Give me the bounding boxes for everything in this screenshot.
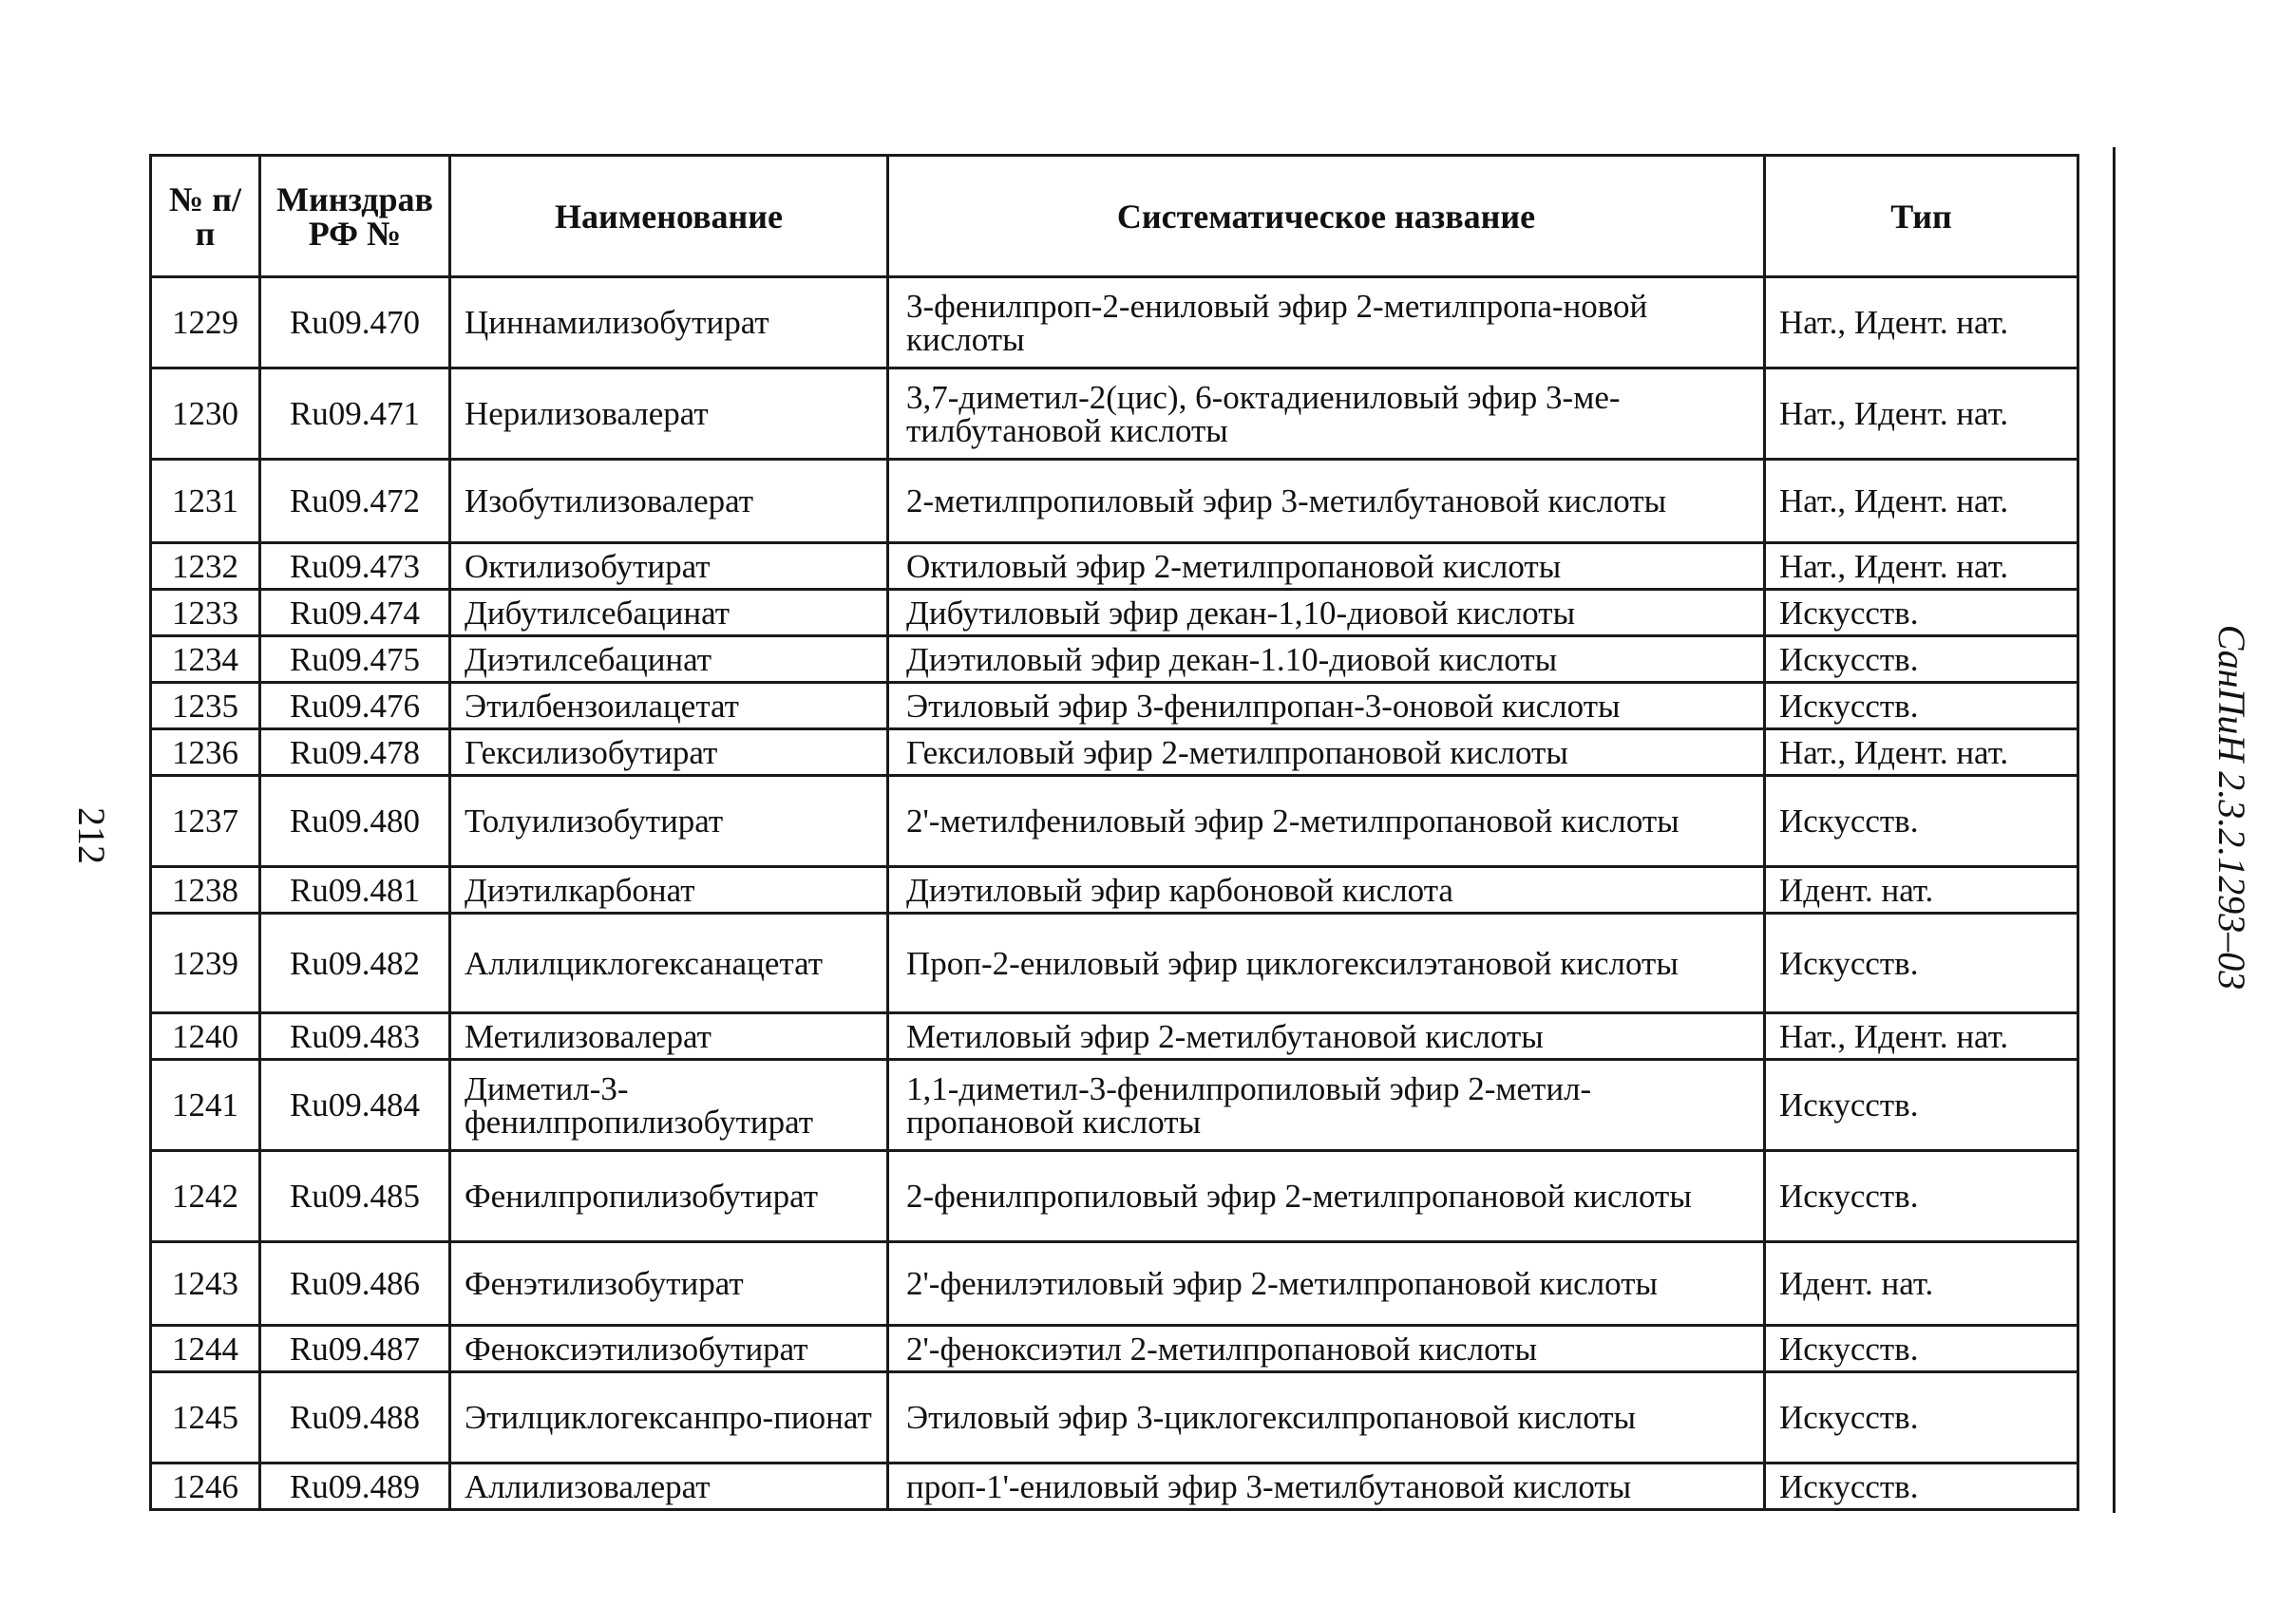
cell-num: 1231: [151, 460, 260, 543]
cell-name: Метилизовалерат: [450, 1013, 888, 1060]
cell-name: Нерилизовалерат: [450, 368, 888, 460]
cell-type: Искусств.: [1765, 683, 2078, 729]
cell-code: Ru09.475: [260, 636, 450, 683]
cell-code: Ru09.488: [260, 1372, 450, 1463]
cell-num: 1240: [151, 1013, 260, 1060]
table-row: [151, 683, 2078, 729]
table-row: [151, 1326, 2078, 1372]
table-row: [151, 729, 2078, 776]
cell-type: Искусств.: [1765, 590, 2078, 636]
cell-systematic: Этиловый эфир 3-фенилпропан-3-оновой кислоты: [888, 683, 1765, 729]
table-row: [151, 590, 2078, 636]
cell-name: Дибутилсебацинат: [450, 590, 888, 636]
page-number: 212: [70, 807, 113, 864]
cell-systematic: Проп-2-ениловый эфир циклогексилэтановой кислоты: [888, 914, 1765, 1013]
cell-name: Фенэтилизобутират: [450, 1242, 888, 1326]
cell-num: 1241: [151, 1060, 260, 1151]
cell-name: Циннамилизобутират: [450, 277, 888, 368]
cell-type: Искусств.: [1765, 636, 2078, 683]
cell-num: 1237: [151, 776, 260, 867]
cell-code: Ru09.489: [260, 1463, 450, 1510]
cell-num: 1242: [151, 1151, 260, 1242]
table-header-row: [151, 156, 2078, 277]
cell-num: 1236: [151, 729, 260, 776]
cell-num: 1233: [151, 590, 260, 636]
table-row: [151, 277, 2078, 368]
header-systematic: Систематическое название: [888, 156, 1765, 277]
header-type: Тип: [1765, 156, 2078, 277]
cell-systematic: 2'-метилфениловый эфир 2-метилпропановой кислоты: [888, 776, 1765, 867]
cell-name: Толуилизобутират: [450, 776, 888, 867]
cell-name: Изобутилизовалерат: [450, 460, 888, 543]
table-row: [151, 1463, 2078, 1510]
header-name: Наименование: [450, 156, 888, 277]
cell-type: Искусств.: [1765, 1372, 2078, 1463]
cell-code: Ru09.483: [260, 1013, 450, 1060]
cell-num: 1245: [151, 1372, 260, 1463]
cell-code: Ru09.470: [260, 277, 450, 368]
cell-num: 1239: [151, 914, 260, 1013]
cell-systematic: 3,7-диметил-2(цис), 6-октадиениловый эфир 3-ме-тилбутановой кислоты: [888, 368, 1765, 460]
cell-type: Нат., Идент. нат.: [1765, 368, 2078, 460]
cell-code: Ru09.471: [260, 368, 450, 460]
cell-systematic: 2'-феноксиэтил 2-метилпропановой кислоты: [888, 1326, 1765, 1372]
cell-code: Ru09.486: [260, 1242, 450, 1326]
cell-num: 1229: [151, 277, 260, 368]
cell-code: Ru09.478: [260, 729, 450, 776]
table-row: [151, 1060, 2078, 1151]
cell-type: Искусств.: [1765, 776, 2078, 867]
cell-code: Ru09.474: [260, 590, 450, 636]
table-row: [151, 1372, 2078, 1463]
right-border-rule: [2113, 147, 2116, 1513]
cell-systematic: 2-фенилпропиловый эфир 2-метилпропановой кислоты: [888, 1151, 1765, 1242]
substances-table: [149, 154, 2079, 1511]
cell-name: Феноксиэтилизобутират: [450, 1326, 888, 1372]
cell-name: Аллилциклогексанацетат: [450, 914, 888, 1013]
table-row: [151, 368, 2078, 460]
table-body: [151, 277, 2078, 1510]
table-row: [151, 1242, 2078, 1326]
cell-code: Ru09.481: [260, 867, 450, 914]
cell-num: 1230: [151, 368, 260, 460]
cell-name: Этилциклогексанпро-пионат: [450, 1372, 888, 1463]
table-row: [151, 776, 2078, 867]
cell-name: Диэтилсебацинат: [450, 636, 888, 683]
cell-code: Ru09.473: [260, 543, 450, 590]
cell-num: 1232: [151, 543, 260, 590]
table-row: [151, 460, 2078, 543]
cell-systematic: 1,1-диметил-3-фенилпропиловый эфир 2-метил-пропановой кислоты: [888, 1060, 1765, 1151]
table-row: [151, 636, 2078, 683]
table-row: [151, 914, 2078, 1013]
cell-systematic: Диэтиловый эфир карбоновой кислота: [888, 867, 1765, 914]
cell-code: Ru09.472: [260, 460, 450, 543]
cell-code: Ru09.485: [260, 1151, 450, 1242]
cell-name: Аллилизовалерат: [450, 1463, 888, 1510]
cell-code: Ru09.482: [260, 914, 450, 1013]
cell-type: Искусств.: [1765, 1326, 2078, 1372]
header-code: Минздрав РФ №: [260, 156, 450, 277]
cell-systematic: Диэтиловый эфир декан-1.10-диовой кислоты: [888, 636, 1765, 683]
cell-name: Гексилизобутират: [450, 729, 888, 776]
cell-type: Идент. нат.: [1765, 867, 2078, 914]
cell-type: Искусств.: [1765, 914, 2078, 1013]
cell-type: Идент. нат.: [1765, 1242, 2078, 1326]
cell-type: Искусств.: [1765, 1060, 2078, 1151]
cell-name: Фенилпропилизобутират: [450, 1151, 888, 1242]
table-row: [151, 543, 2078, 590]
cell-systematic: Гексиловый эфир 2-метилпропановой кислоты: [888, 729, 1765, 776]
cell-systematic: 3-фенилпроп-2-ениловый эфир 2-метилпропа-новой кислоты: [888, 277, 1765, 368]
cell-name: Этилбензоилацетат: [450, 683, 888, 729]
cell-systematic: 2-метилпропиловый эфир 3-метилбутановой кислоты: [888, 460, 1765, 543]
cell-type: Нат., Идент. нат.: [1765, 543, 2078, 590]
cell-num: 1235: [151, 683, 260, 729]
cell-systematic: 2'-фенилэтиловый эфир 2-метилпропановой кислоты: [888, 1242, 1765, 1326]
cell-num: 1244: [151, 1326, 260, 1372]
cell-type: Нат., Идент. нат.: [1765, 460, 2078, 543]
cell-type: Нат., Идент. нат.: [1765, 1013, 2078, 1060]
document-side-title: СанПиН 2.3.2.1293–03: [2211, 624, 2253, 991]
cell-systematic: Октиловый эфир 2-метилпропановой кислоты: [888, 543, 1765, 590]
cell-num: 1234: [151, 636, 260, 683]
header-num: № п/п: [151, 156, 260, 277]
cell-name: Октилизобутират: [450, 543, 888, 590]
cell-type: Искусств.: [1765, 1151, 2078, 1242]
cell-type: Нат., Идент. нат.: [1765, 277, 2078, 368]
cell-num: 1238: [151, 867, 260, 914]
table-row: [151, 867, 2078, 914]
cell-code: Ru09.476: [260, 683, 450, 729]
cell-systematic: Дибутиловый эфир декан-1,10-диовой кислоты: [888, 590, 1765, 636]
table-row: [151, 1013, 2078, 1060]
cell-name: Диэтилкарбонат: [450, 867, 888, 914]
cell-type: Нат., Идент. нат.: [1765, 729, 2078, 776]
cell-num: 1243: [151, 1242, 260, 1326]
cell-num: 1246: [151, 1463, 260, 1510]
cell-name: Диметил-3-фенилпропилизобутират: [450, 1060, 888, 1151]
cell-systematic: Этиловый эфир 3-циклогексилпропановой кислоты: [888, 1372, 1765, 1463]
cell-code: Ru09.480: [260, 776, 450, 867]
cell-systematic: Метиловый эфир 2-метилбутановой кислоты: [888, 1013, 1765, 1060]
table-row: [151, 1151, 2078, 1242]
cell-code: Ru09.484: [260, 1060, 450, 1151]
cell-type: Искусств.: [1765, 1463, 2078, 1510]
cell-systematic: проп-1'-ениловый эфир 3-метилбутановой кислоты: [888, 1463, 1765, 1510]
cell-code: Ru09.487: [260, 1326, 450, 1372]
